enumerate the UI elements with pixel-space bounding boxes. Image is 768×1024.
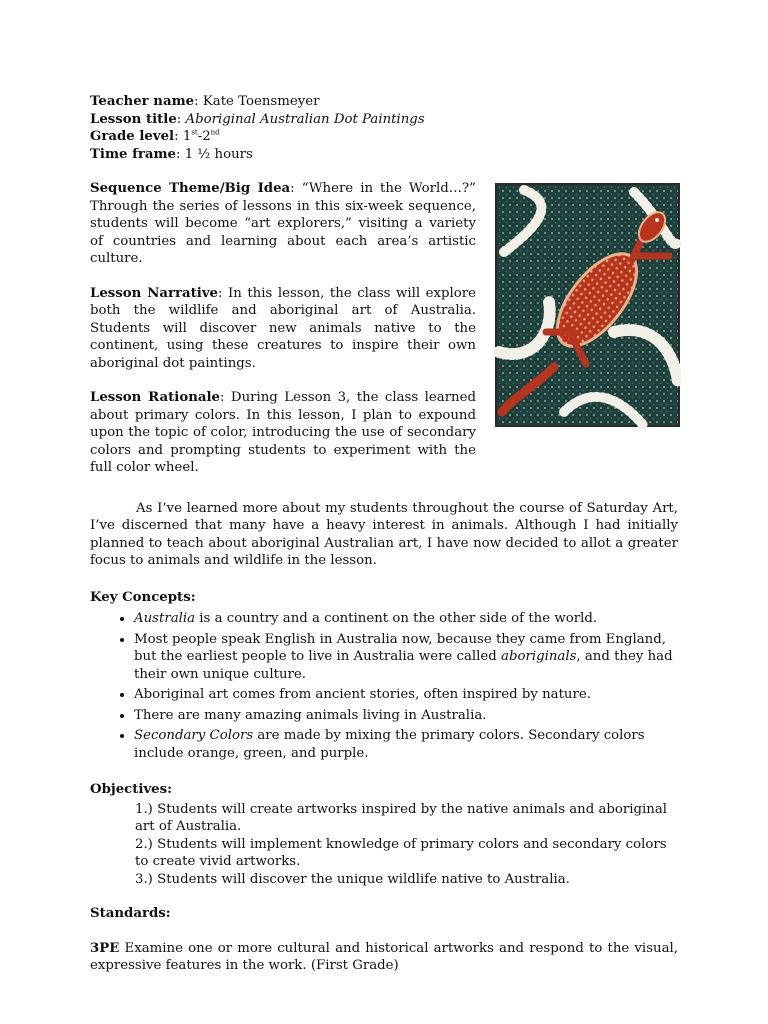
standard-text: Examine one or more cultural and historical artworks and respond to the visual, expressive features in the work. (First Grade) [90, 940, 678, 973]
sequence-paragraph: Sequence Theme/Big Idea: “Where in the World…?” Through the series of lessons in this six-week sequence, students will become “art explorers,” visiting a variety of countries and learning about each area’s artistic culture. [90, 181, 476, 266]
list-item [134, 686, 678, 704]
standards-title: Standards [90, 906, 166, 921]
rationale-paragraph: Lesson Rationale: During Lesson 3, the class learned about primary colors. In this lesson, I plan to expound upon the topic of color, introducing the use of secondary colors and prompting students to experiment with the full color wheel. [90, 390, 476, 475]
concept-text: There are many amazing animals living in Australia. [134, 707, 487, 723]
concept-term: aboriginals [501, 649, 577, 664]
reflection-paragraph: As I’ve learned more about my students throughout the course of Saturday Art, I’ve discerned that many have a heavy interest in animals. Although I had initially planned to teach about aboriginal Australian art, I have now decided to allot a greater focus to animals and wildlife in the lesson. [90, 500, 678, 568]
concept-text: are made by mixing the primary colors. Secondary colors include orange, green, and purple. [134, 728, 645, 761]
teacher-value: Kate Toensmeyer [202, 94, 320, 109]
concept-text: is a country and a continent on the other side of the world. [195, 611, 598, 626]
grade-a-suffix: st [191, 128, 198, 137]
title-label: Lesson title [90, 111, 177, 127]
concept-text: Aboriginal art comes from ancient stories, often inspired by nature. [134, 687, 591, 702]
aboriginal-lizard-dot-painting [494, 182, 681, 428]
key-concepts-heading: Key Concepts: [90, 589, 196, 605]
key-concepts-list [90, 610, 678, 762]
sequence-text: “Where in the World…?” Through the series of lessons in this six-week sequence, students will become “art explorers,” visiting a variety of countries and learning about each area’s artistic culture. [90, 181, 476, 266]
list-item: 3.) Students will discover the unique wildlife native to Australia. [135, 871, 570, 887]
objectives-heading: Objectives: [90, 782, 173, 797]
concept-term: Australia [134, 611, 196, 626]
teacher-label: Teacher name [90, 94, 195, 109]
objectives-title: Objectives [90, 782, 168, 797]
list-item [134, 631, 678, 684]
title-line: Lesson title: Aboriginal Australian Dot Paintings [90, 111, 425, 127]
grade-a: 1 [182, 129, 192, 144]
grade-b: -2 [197, 129, 211, 144]
key-concepts-title: Key Concepts [90, 589, 191, 605]
objectives-list [135, 801, 678, 889]
grade-b-suffix: nd [210, 128, 220, 137]
rationale-text: During Lesson 3, the class learned about primary colors. In this lesson, I plan to expound upon the topic of color, introducing the use of secondary colors and prompting students to experiment with the full color wheel. [90, 390, 476, 475]
concept-term: Secondary Colors [134, 728, 254, 743]
standard-item [90, 940, 678, 975]
narrative-paragraph: Lesson Narrative: In this lesson, the class will explore both the wildlife and aboriginal art of Australia. Students will discover new animals native to the continent, using these creatures to inspire their own aboriginal dot paintings. [90, 285, 476, 371]
concept-text: , and they had their own unique culture. [134, 649, 673, 682]
concept-text: Most people speak English in Australia now, because they came from England, but the earliest people to live in Australia were called [134, 631, 666, 664]
list-item [134, 707, 678, 725]
standards-heading: Standards: [90, 906, 171, 921]
sequence-label: Sequence Theme/Big Idea [90, 181, 291, 196]
list-item [134, 727, 678, 762]
grade-label: Grade level [90, 129, 175, 144]
narrative-text: In this lesson, the class will explore both the wildlife and aboriginal art of Australia. Students will discover new animals native to the continent, using these creatures to inspire their own aboriginal dot paintings. [90, 285, 476, 371]
grade-line: Grade level: 1st-2nd [90, 128, 220, 144]
standard-code: 3PE [90, 940, 120, 956]
title-value: Aboriginal Australian Dot Paintings [185, 111, 425, 127]
list-item: 1.) Students will create artworks inspired by the native animals and aboriginal art of Australia. [135, 801, 668, 834]
time-value: 1 ½ hours [184, 146, 253, 162]
time-label: Time frame [90, 146, 176, 162]
narrative-label: Lesson Narrative [90, 285, 219, 301]
list-item [134, 610, 678, 628]
rationale-label: Lesson Rationale [90, 390, 220, 405]
lesson-meta [90, 93, 678, 163]
time-line: Time frame: 1 ½ hours [90, 146, 253, 162]
list-item: 2.) Students will implement knowledge of primary colors and secondary colors to create vivid artworks. [135, 836, 667, 869]
teacher-line: Teacher name: Kate Toensmeyer [90, 94, 320, 109]
